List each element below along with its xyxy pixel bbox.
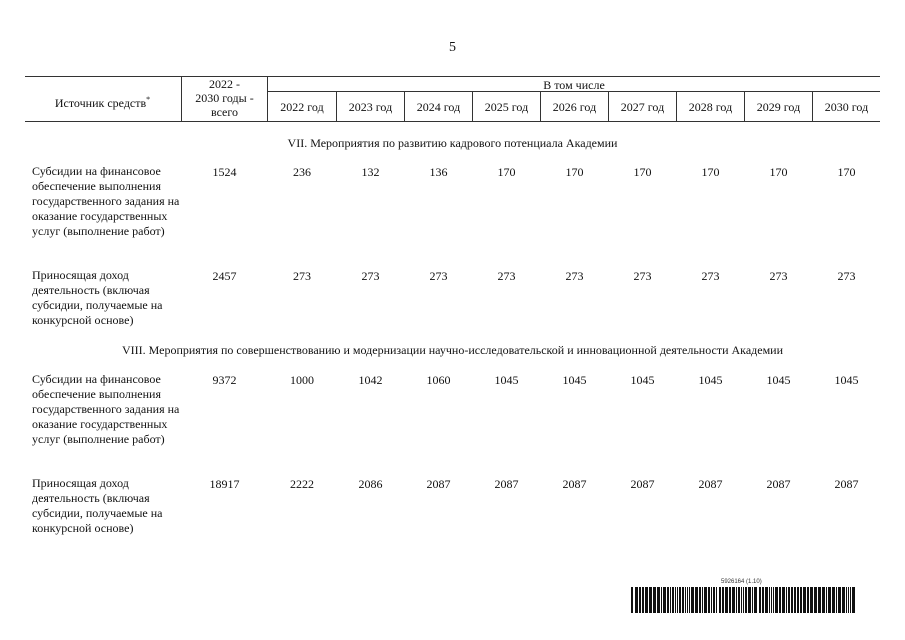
row-value: 2087	[698, 477, 723, 491]
page-number: 5	[449, 40, 456, 55]
row-value: 273	[769, 269, 788, 283]
row-label: Субсидии на финансовое обеспечение выполнения государственного задания на оказание государственных услуг (выполнение работ)	[32, 164, 180, 238]
row-value: 170	[633, 165, 652, 179]
section-title: VII. Мероприятия по развитию кадрового потенциала Академии	[287, 136, 618, 150]
footnote-marker: *	[146, 95, 151, 104]
row-value: 1042	[358, 373, 383, 387]
row-value: 1045	[766, 373, 791, 387]
row-value: 1045	[562, 373, 587, 387]
header-source-of-funds	[25, 93, 180, 110]
header-year: 2028 год	[688, 100, 733, 114]
row-value: 1000	[290, 373, 314, 387]
row-value: 1045	[698, 373, 723, 387]
row-total: 9372	[212, 373, 237, 387]
header-year: 2030 год	[824, 100, 869, 114]
header-year: 2025 год	[484, 100, 529, 114]
row-label: Субсидии на финансовое обеспечение выполнения государственного задания на оказание государственных услуг (выполнение работ)	[32, 372, 180, 446]
barcode-caption: 5926164 (1.10)	[721, 579, 762, 585]
row-value: 2087	[494, 477, 519, 491]
header-year: 2023 год	[348, 100, 393, 114]
row-value: 170	[497, 165, 516, 179]
row-value: 136	[429, 165, 448, 179]
row-value: 273	[293, 269, 311, 283]
row-value: 236	[293, 165, 311, 179]
row-value: 2222	[290, 477, 314, 491]
row-value: 273	[429, 269, 448, 283]
header-year: 2026 год	[552, 100, 597, 114]
row-value: 170	[701, 165, 720, 179]
row-label: Приносящая доход деятельность (включая субсидии, получаемые на конкурсной основе)	[32, 476, 163, 535]
row-value: 273	[633, 269, 652, 283]
row-value: 2087	[630, 477, 655, 491]
header-bottom-rule	[25, 121, 880, 122]
row-value: 2087	[766, 477, 791, 491]
row-value: 273	[497, 269, 516, 283]
header-year: 2027 год	[620, 100, 665, 114]
row-value: 273	[837, 269, 856, 283]
row-label: Приносящая доход деятельность (включая субсидии, получаемые на конкурсной основе)	[32, 268, 163, 327]
row-value: 1045	[630, 373, 655, 387]
row-total: 18917	[209, 477, 240, 491]
row-value: 1045	[494, 373, 519, 387]
row-value: 1060	[426, 373, 451, 387]
barcode	[631, 579, 857, 613]
header-year: 2022 год	[280, 100, 324, 114]
row-value: 170	[837, 165, 856, 179]
row-value: 132	[361, 165, 380, 179]
header-year: 2024 год	[416, 100, 461, 114]
barcode-bars	[631, 587, 857, 613]
row-value: 170	[565, 165, 584, 179]
table-top-rule	[25, 76, 880, 77]
row-value: 273	[361, 269, 380, 283]
row-value: 1045	[834, 373, 859, 387]
row-value: 170	[769, 165, 788, 179]
row-value: 2087	[834, 477, 859, 491]
header-year: 2029 год	[756, 100, 801, 114]
row-total: 2457	[212, 269, 237, 283]
header-including: В том числе	[543, 78, 605, 92]
row-value: 273	[701, 269, 720, 283]
row-value: 2087	[562, 477, 587, 491]
header-total: 2022 - 2030 годы - всего	[195, 77, 254, 119]
header-source-label: Источник средств	[54, 96, 147, 110]
row-value: 273	[565, 269, 584, 283]
row-value: 2086	[358, 477, 383, 491]
row-value: 2087	[426, 477, 451, 491]
section-title: VIII. Мероприятия по совершенствованию и модернизации научно-исследовательской и инновационной деятельности Академии	[121, 343, 784, 357]
row-total: 1524	[212, 165, 237, 179]
